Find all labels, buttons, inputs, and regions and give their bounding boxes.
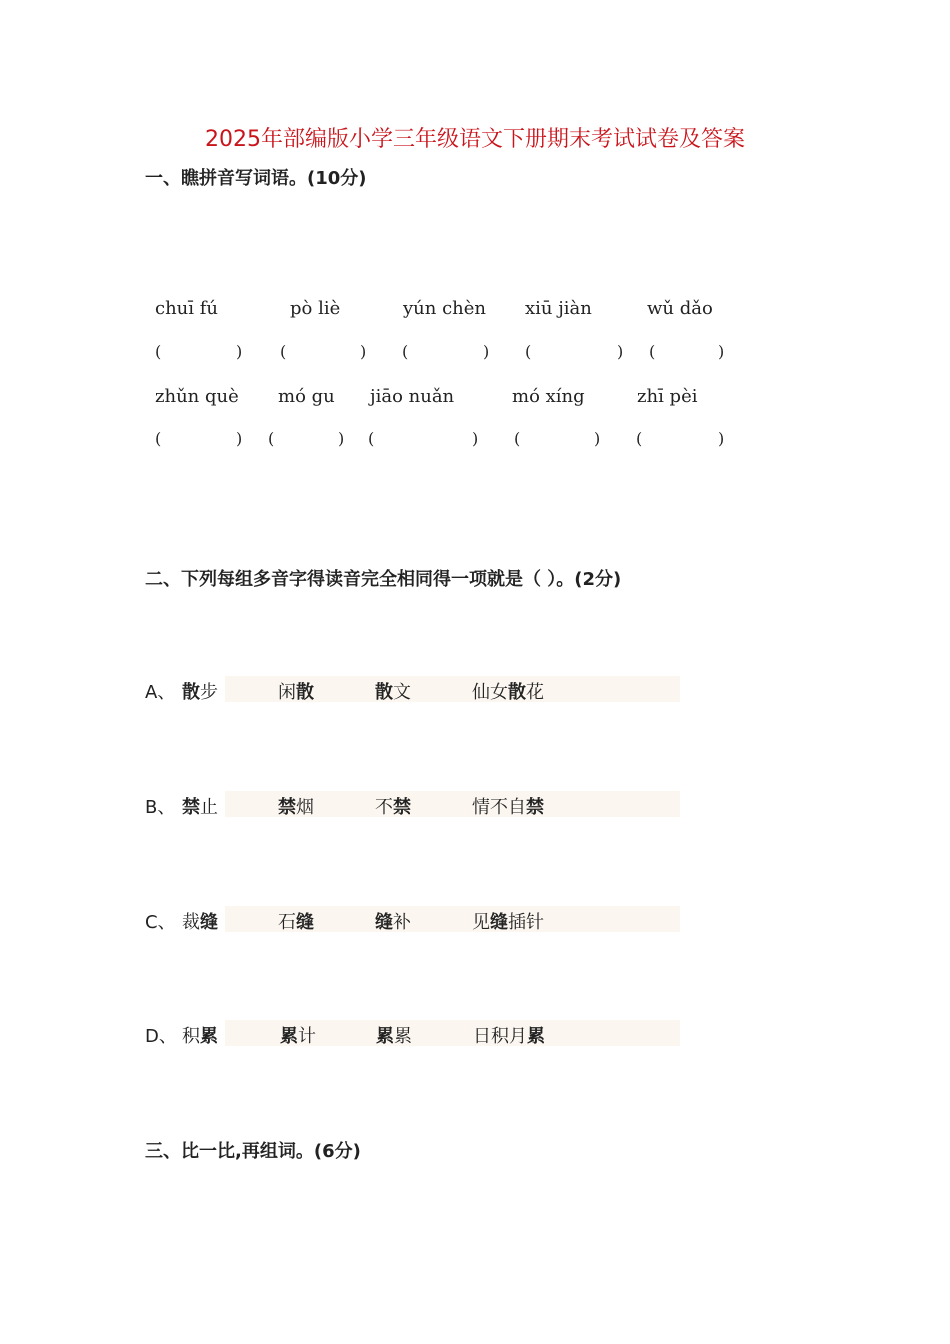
option-word [375,793,411,819]
word-part: 烟 [296,797,314,818]
option-word [278,678,314,704]
pinyin-item: mó xíng [512,386,585,407]
word-part: 积 [182,1026,200,1047]
word-part: 插针 [508,912,544,933]
blank-close-paren: ) [718,342,725,361]
polyphone-char: 缝 [490,912,508,933]
word-part: 闲 [278,682,296,703]
pinyin-item: yún chèn [403,298,486,319]
pinyin-item: zhī pèi [637,386,698,407]
option-word [473,1022,545,1048]
blank-close-paren: ) [236,429,243,448]
section-three-heading: 三、比一比,再组词。(6分) [145,1141,361,1162]
polyphone-char: 散 [375,682,393,703]
pinyin-item: jiāo nuǎn [370,386,455,407]
pinyin-item: pò liè [290,298,341,319]
word-part: 步 [200,682,218,703]
polyphone-char: 禁 [393,797,411,818]
word-part: 石 [278,912,296,933]
word-part: 文 [393,682,411,703]
blank-close-paren: ) [472,429,479,448]
word-part: 不 [375,797,393,818]
option-word [472,678,544,704]
polyphone-char: 缝 [200,912,218,933]
word-part: 累 [394,1026,412,1047]
option-letter: D、 [145,1026,177,1047]
option-letter: C、 [145,912,176,933]
option-word [472,793,544,819]
blank-close-paren: ) [718,429,725,448]
pinyin-item: xiū jiàn [525,298,592,319]
polyphone-char: 累 [200,1026,218,1047]
pinyin-item: mó gu [278,386,335,407]
option-word [472,908,544,934]
blank-open-paren: ( [155,342,162,361]
option-word [375,678,411,704]
pinyin-item: chuī fú [155,298,218,319]
polyphone-char: 散 [508,682,526,703]
option-letter: A、 [145,682,176,703]
word-part: 止 [200,797,218,818]
section-one-heading: 一、瞧拼音写词语。(10分) [145,168,367,189]
option-letter: B、 [145,797,176,818]
option-word [182,908,218,934]
option-word [280,1022,316,1048]
blank-open-paren: ( [368,429,375,448]
blank-open-paren: ( [649,342,656,361]
word-part: 补 [393,912,411,933]
word-part: 情不自 [472,797,526,818]
blank-open-paren: ( [268,429,275,448]
blank-close-paren: ) [360,342,367,361]
word-part: 仙女 [472,682,508,703]
blank-close-paren: ) [338,429,345,448]
word-part: 见 [472,912,490,933]
pinyin-item: zhǔn què [155,386,239,407]
option-word [278,908,314,934]
polyphone-char: 散 [296,682,314,703]
polyphone-char: 累 [527,1026,545,1047]
option-word [375,908,411,934]
blank-close-paren: ) [617,342,624,361]
polyphone-char: 缝 [375,912,393,933]
polyphone-char: 缝 [296,912,314,933]
pinyin-item: wǔ dǎo [647,298,713,319]
blank-close-paren: ) [483,342,490,361]
word-part: 花 [526,682,544,703]
word-part: 计 [298,1026,316,1047]
blank-open-paren: ( [636,429,643,448]
blank-open-paren: ( [514,429,521,448]
polyphone-char: 累 [376,1026,394,1047]
option-word [376,1022,412,1048]
polyphone-char: 散 [182,682,200,703]
blank-close-paren: ) [594,429,601,448]
polyphone-char: 禁 [526,797,544,818]
blank-open-paren: ( [280,342,287,361]
option-word [278,793,314,819]
option-word [182,678,218,704]
blank-open-paren: ( [525,342,532,361]
section-two-heading: 二、下列每组多音字得读音完全相同得一项就是（ ）。(2分) [145,569,622,590]
polyphone-char: 累 [280,1026,298,1047]
option-word [182,1022,218,1048]
option-word [182,793,218,819]
word-part: 日积月 [473,1026,527,1047]
blank-open-paren: ( [402,342,409,361]
blank-open-paren: ( [155,429,162,448]
word-part: 裁 [182,912,200,933]
polyphone-char: 禁 [182,797,200,818]
polyphone-char: 禁 [278,797,296,818]
page-title: 2025年部编版小学三年级语文下册期末考试试卷及答案 [205,127,745,152]
blank-close-paren: ) [236,342,243,361]
